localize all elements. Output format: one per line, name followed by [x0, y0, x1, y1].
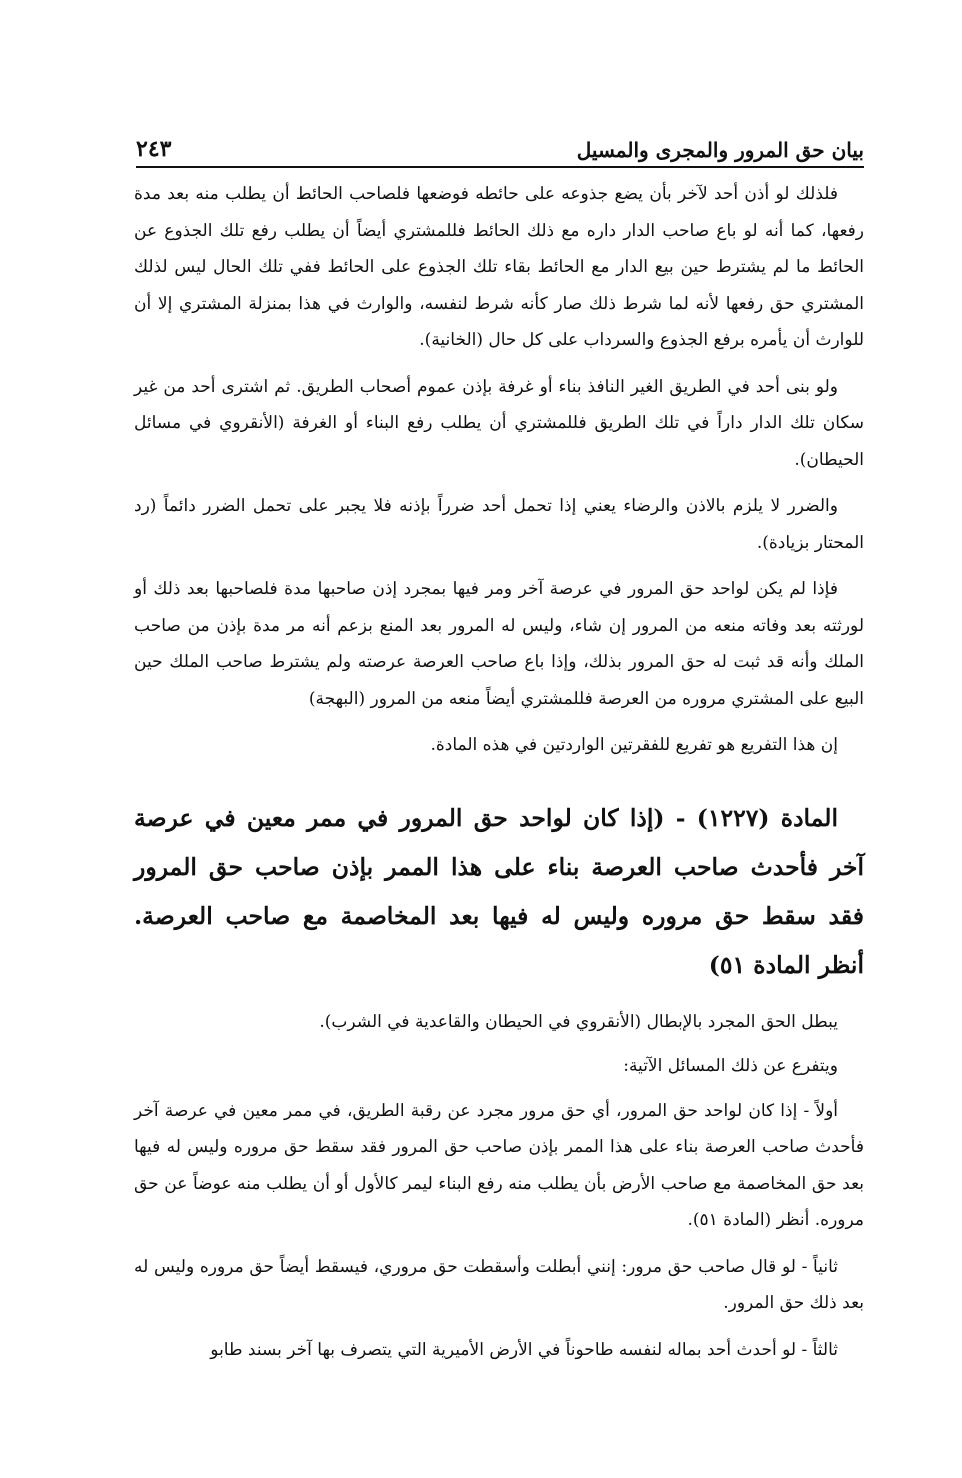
note: ويتفرع عن ذلك المسائل الآتية: [623, 1056, 838, 1076]
running-title: بيان حق المرور والمجرى والمسيل [576, 138, 864, 162]
page-number: ٢٤٣ [136, 136, 172, 162]
paragraph: فإذا لم يكن لواحد حق المرور في عرصة آخر ومر فيها بمجرد إذن صاحبها مدة فلصاحبها بعد ذلك أو لورثته بعد وفاته منعه من المرور إن شاء، وليس له المرور بعد المنع بزعم أنه مر مدة بإذن من صاحب الملك وأنه قد ثبت له حق المرور بذلك، وإذا باع صاحب العرصة عرصته ولم يشترط صاحب الملك حين البيع على المشتري مروره من العرصة فللمشتري أيضاً منعه من المرور (البهجة) [134, 579, 864, 709]
article-1227-text: المادة (١٢٢٧) - (إذا كان لواحد حق المرور في ممر معين في عرصة آخر فأحدث صاحب العرصة بناء على هذا الممر بإذن صاحب حق المرور فقد سقط حق مروره وليس له فيها بعد المخاصمة مع صاحب العرصة. أنظر المادة ٥١) [134, 803, 864, 979]
header-rule [136, 166, 864, 168]
paragraph: فلذلك لو أذن أحد لآخر بأن يضع جذوعه على حائطه فوضعها فلصاحب الحائط أن يطلب منه بعد مدة رفعها، كما أنه لو باع صاحب الدار داره مع ذلك الحائط فللمشتري أيضاً أن يطلب رفع تلك الجذوع عن الحائط ما لم يشترط حين بيع الدار مع الحائط بقاء تلك الجذوع على الحائط ففي تلك الحال ليس لذلك المشتري حق رفعها لأنه لما شرط ذلك صار كأنه شرط لنفسه، والوارث في هذا بمنزلة المشتري إلا أن للوارث أن يأمره برفع الجذوع والسرداب على كل حال (الخانية). [134, 184, 864, 350]
list-item: ثانياً - لو قال صاحب حق مرور: إنني أبطلت وأسقطت حق مروري، فيسقط أيضاً حق مروره وليس له بعد ذلك حق المرور. [134, 1256, 864, 1313]
paragraph: والضرر لا يلزم بالاذن والرضاء يعني إذا تحمل أحد ضرراً بإذنه فلا يجبر على تحمل الضرر دائماً (رد المحتار بزيادة). [134, 496, 864, 553]
paragraph: إن هذا التفريع هو تفريع للفقرتين الواردتين في هذه المادة. [430, 735, 838, 755]
page-body [134, 176, 864, 1378]
page-header [136, 128, 864, 162]
list-item: ثالثاً - لو أحدث أحد بماله لنفسه طاحوناً في الأرض الأميرية التي يتصرف بها آخر بسند طابو [210, 1339, 838, 1360]
list-item: أولاً - إذا كان لواحد حق المرور، أي حق مرور مجرد عن رقبة الطريق، في ممر معين في عرصة آخر فأحدث صاحب العرصة بناء على هذا الممر بإذن صاحب حق المرور فقد سقط حق مروره وليس له فيها بعد حق المخاصمة مع صاحب الأرض بأن يطلب منه رفع البناء ليمر كالأول أو أن يطلب منه عوضاً عن حق مروره. أنظر (المادة ٥١). [134, 1100, 864, 1230]
note: يبطل الحق المجرد بالإبطال (الأنقروي في الحيطان والقاعدية في الشرب). [319, 1011, 838, 1032]
paragraph: ولو بنى أحد في الطريق الغير النافذ بناء أو غرفة بإذن عموم أصحاب الطريق. ثم اشترى أحد من غير سكان تلك الدار داراً في تلك الطريق فللمشتري أن يطلب رفع البناء أو الغرفة (الأنقروي في مسائل الحيطان). [134, 376, 864, 470]
